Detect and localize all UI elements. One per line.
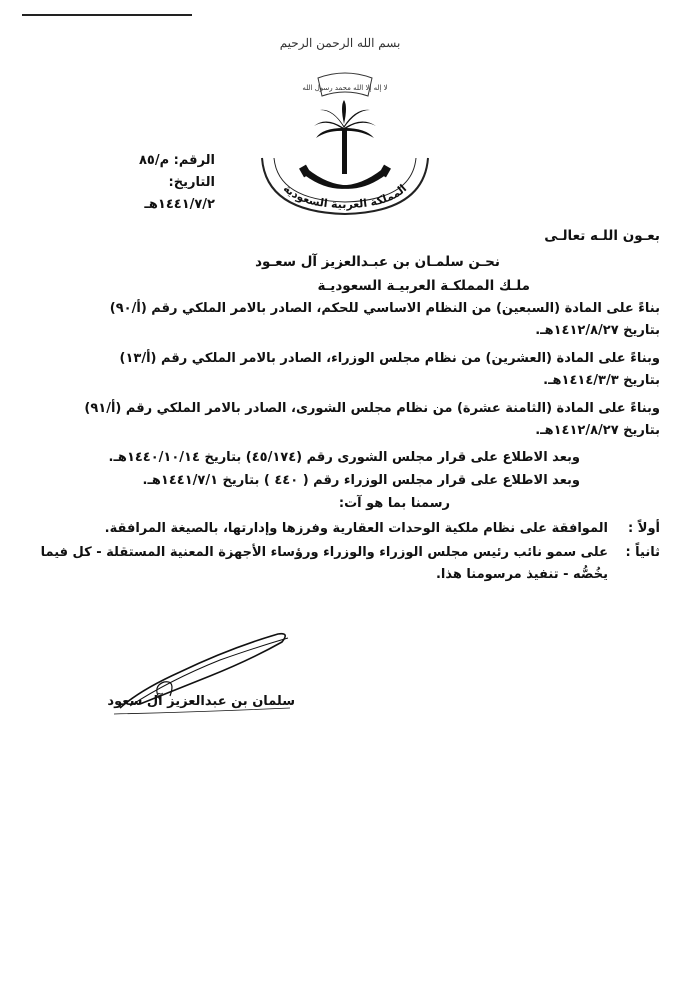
bismillah-calligraphy: بسم الله الرحمن الرحيم (279, 36, 401, 50)
king-title: ملـك المملكـة العربيـة السعوديـة (317, 278, 530, 294)
article-label: ثانياً : (625, 545, 660, 560)
decree-number: الرقم: م/٨٥ (138, 153, 215, 168)
top-rule (22, 14, 192, 16)
article-text: على سمو نائب رئيس مجلس الوزراء والوزراء ورؤساء الأجهزة المعنية المستقلة - كل فيما يخُصُّه - تنفيذ مرسومنا هذا. (40, 545, 608, 582)
invocation: بعـون اللـه تعالـى (544, 228, 660, 244)
decree-date: التاريخ: ١٤٤١/٧/٢هـ (144, 175, 215, 212)
recital-2: وبناءً على المادة (العشرين) من نظام مجلس الوزراء، الصادر بالامر الملكي رقم (أ/١٣) بتاريخ ١٤١٤/٣/٣هـ. (119, 351, 660, 388)
issuer-line: نحـن سلمـان بن عبـدالعزيز آل سعـود (255, 254, 500, 270)
royal-emblem-icon (256, 66, 434, 216)
recital-1: بناءً على المادة (السبعين) من النظام الاساسي للحكم، الصادر بالامر الملكي رقم (أ/٩٠) بتاريخ ١٤١٢/٨/٢٧هـ. (109, 301, 660, 338)
article-label: أولاً : (628, 521, 660, 536)
article-text: الموافقة على نظام ملكية الوحدات العقارية وفرزها وإدارتها، بالصيغة المرافقة. (104, 521, 608, 536)
seal-text: المملكة العربية السعودية (280, 181, 410, 212)
consideration-1: وبعد الاطلاع على قرار مجلس الشورى رقم (٤٥/١٧٤) بتاريخ ١٤٤٠/١٠/١٤هـ. (108, 450, 580, 465)
shahada-text: لا إله إلا الله محمد رسول الله (302, 84, 388, 92)
reference-block (95, 150, 215, 216)
signatory-name: سلمان بن عبدالعزيز آل سعود (107, 694, 295, 709)
decree-intro: رسمنا بما هو آت: (338, 496, 450, 511)
consideration-2: وبعد الاطلاع على قرار مجلس الوزراء رقم ( ٤٤٠ ) بتاريخ ١٤٤١/٧/١هـ. (142, 473, 580, 488)
recital-3: وبناءً على المادة (الثامنة عشرة) من نظام مجلس الشورى، الصادر بالامر الملكي رقم (أ/٩١) بتاريخ ١٤١٢/٨/٢٧هـ. (84, 401, 660, 438)
